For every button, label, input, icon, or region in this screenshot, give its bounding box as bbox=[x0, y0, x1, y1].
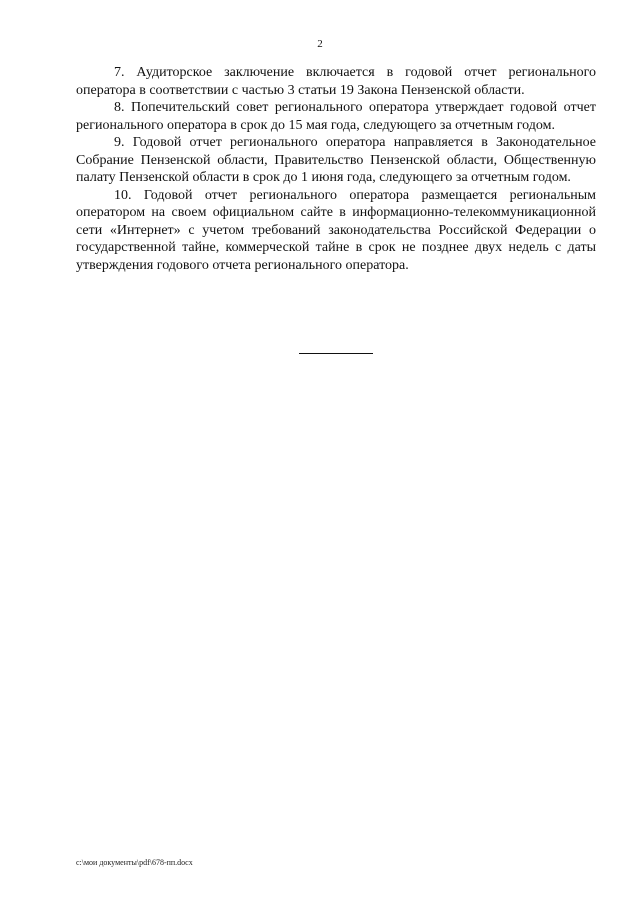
document-body bbox=[76, 64, 596, 274]
paragraph-7: 7. Аудиторское заключение включается в годовой отчет регионального оператора в соответствии с частью 3 статьи 19 Закона Пензенской области. bbox=[76, 65, 596, 98]
paragraph-8: 8. Попечительский совет регионального оператора утверждает годовой отчет регионального оператора в срок до 15 мая года, следующего за отчетным годом. bbox=[76, 100, 596, 133]
paragraph-10: 10. Годовой отчет регионального оператора размещается региональным оператором на своем официальном сайте в информационно-телекоммуникационной сети «Интернет» с учетом требований законодательства Российской Федерации о государственной тайне, коммерческой тайне в срок не позднее двух недель с даты утверждения годового отчета регионального оператора. bbox=[76, 187, 596, 273]
end-separator-line bbox=[299, 353, 373, 354]
paragraph-9: 9. Годовой отчет регионального оператора направляется в Законодательное Собрание Пензенской области, Правительство Пензенской области, Общественную палату Пензенской области в срок до 1 июня года, следующего за отчетным годом. bbox=[76, 135, 596, 185]
footer-file-path: c:\мои документы\pdf\678-пп.docx bbox=[76, 858, 193, 867]
page-number: 2 bbox=[317, 38, 323, 50]
